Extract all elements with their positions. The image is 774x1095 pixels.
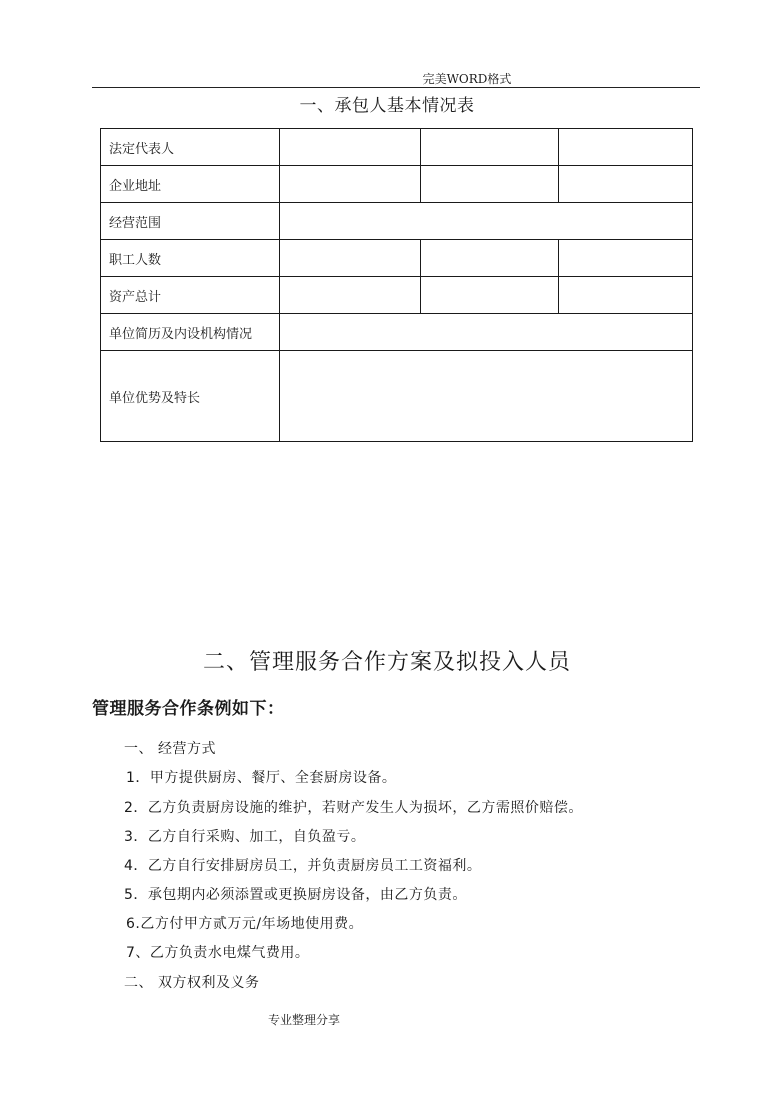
row-label: 单位优势及特长: [101, 351, 280, 442]
table-row: [101, 314, 693, 351]
list-item: 4．乙方自行安排厨房员工，并负责厨房员工工资福利。: [124, 858, 482, 874]
table-cell: [421, 240, 559, 277]
table-row: [101, 203, 693, 240]
table-cell: [280, 129, 421, 166]
table-cell: [280, 351, 693, 442]
table-title: 一、承包人基本情况表: [299, 96, 475, 116]
list-item: 一、 经营方式: [124, 741, 216, 757]
table-cell: [280, 166, 421, 203]
list-item: 7、乙方负责水电煤气费用。: [126, 945, 310, 961]
list-item: 1．甲方提供厨房、餐厅、全套厨房设备。: [126, 770, 397, 786]
table-row: [101, 166, 693, 203]
row-label: 资产总计: [101, 277, 280, 314]
row-label: 法定代表人: [101, 129, 280, 166]
row-label: 企业地址: [101, 166, 280, 203]
list-item: 二、 双方权利及义务: [124, 975, 260, 991]
page-footer: 专业整理分享: [268, 1013, 341, 1027]
table-cell: [559, 277, 693, 314]
section-title: 二、管理服务合作方案及拟投入人员: [202, 650, 571, 675]
contractor-info-table: [100, 128, 693, 442]
table-cell: [421, 277, 559, 314]
table-cell: [280, 240, 421, 277]
page-header: 完美WORD格式: [422, 72, 512, 86]
list-item: 2．乙方负责厨房设施的维护，若财产发生人为损坏，乙方需照价赔偿。: [124, 800, 583, 816]
table-cell: [421, 166, 559, 203]
row-label: 职工人数: [101, 240, 280, 277]
row-label: 经营范围: [101, 203, 280, 240]
table-row: [101, 351, 693, 442]
table-cell: [280, 314, 693, 351]
table-cell: [559, 240, 693, 277]
table-row: [101, 277, 693, 314]
table-cell: [280, 277, 421, 314]
section-subheading: 管理服务合作条例如下：: [92, 699, 285, 719]
table-cell: [421, 129, 559, 166]
table-row: [101, 129, 693, 166]
list-item: 6.乙方付甲方贰万元/年场地使用费。: [126, 916, 364, 932]
table-row: [101, 240, 693, 277]
table-cell: [559, 166, 693, 203]
list-item: 5．承包期内必须添置或更换厨房设备，由乙方负责。: [124, 887, 467, 903]
row-label: 单位简历及内设机构情况: [101, 314, 280, 351]
table-cell: [559, 129, 693, 166]
table-cell: [280, 203, 693, 240]
header-rule: [92, 87, 700, 88]
list-item: 3．乙方自行采购、加工，自负盈亏。: [124, 829, 366, 845]
